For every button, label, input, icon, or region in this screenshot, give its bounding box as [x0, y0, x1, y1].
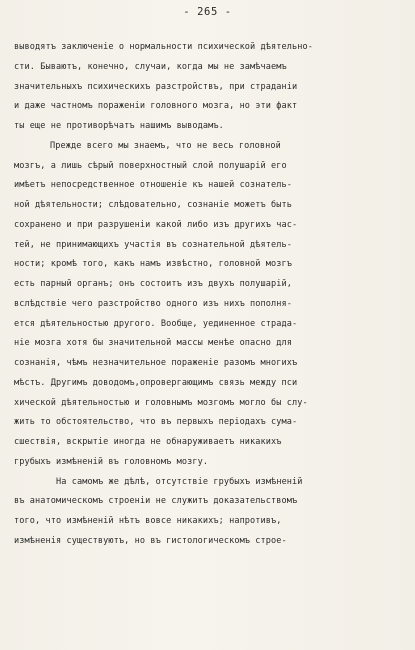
document-body — [14, 38, 406, 552]
text-line: значительныхъ психическихъ разстройствъ, при страданіи — [14, 81, 298, 92]
text-line: вслѣдствіе чего разстройство одного изъ нихъ пополня- — [14, 298, 293, 309]
text-line: ется дѣятельностью другого. Вообще, уединенное страда- — [14, 318, 298, 329]
text-line: и даже частномъ пораженіи головного мозга, но эти факт — [14, 101, 298, 112]
text-line: имѣетъ непосредственное отношеніе къ нашей сознатель- — [14, 180, 293, 191]
text-line: того, что измѣненій нѣтъ вовсе никакихъ; напротивъ, — [14, 516, 282, 526]
text-line: ности; кромѣ того, какъ намъ извѣстно, головной мозгъ — [14, 259, 293, 270]
text-line: сти. Бываютъ, конечно, случаи, когда мы не замѣчаемъ — [14, 61, 287, 72]
text-line: выводятъ заключеніе о нормальности психической дѣятельно- — [14, 42, 314, 52]
text-line: мозгъ, а лишь сѣрый поверхностный слой полушарій его — [14, 160, 287, 171]
text-line: грубыхъ измѣненій въ головномъ мозгу. — [14, 456, 209, 467]
text-line: хической дѣятельностью и головнымъ мозгомъ могло бы слу- — [14, 397, 308, 408]
text-line: тей, не принимающихъ участія въ сознательной дѣятель- — [14, 239, 293, 250]
text-line: сознанія, чѣмъ незначительное пораженіе разомъ многихъ — [14, 358, 298, 368]
text-line: есть парный органъ; онъ состоитъ изъ двухъ полушарій, — [14, 279, 293, 289]
text-line: измѣненія существуютъ, но въ гистологическомъ строе- — [14, 535, 287, 546]
text-line: жить то обстоятельство, что въ первыхъ періодахъ сума- — [14, 417, 298, 428]
text-line: мѣстъ. Другимъ доводомъ,опровергающимъ связь между пси — [14, 377, 298, 388]
text-line: въ анатомическомъ строеніи не служитъ доказательствомъ — [14, 496, 298, 507]
text-line: сшествія, вскрытіе иногда не обнаруживаетъ никакихъ — [14, 437, 282, 447]
text-line: Прежде всего мы знаемъ, что не весь головной — [50, 140, 281, 151]
text-line: На самомъ же дѣлѣ, отсутствіе грубыхъ измѣненій — [56, 476, 303, 487]
text-line: сохранено и при разрушеніи какой либо изъ другихъ час- — [14, 219, 298, 230]
text-line: ной дѣятельности; слѣдовательно, сознаніе можетъ быть — [14, 200, 293, 210]
text-line: ніе мозга хотя бы значительной массы менѣе опасно для — [14, 338, 293, 349]
text-line: ты еще не противорѣчатъ нашимъ выводамъ. — [14, 121, 224, 131]
page-number: - 265 - — [183, 6, 232, 18]
